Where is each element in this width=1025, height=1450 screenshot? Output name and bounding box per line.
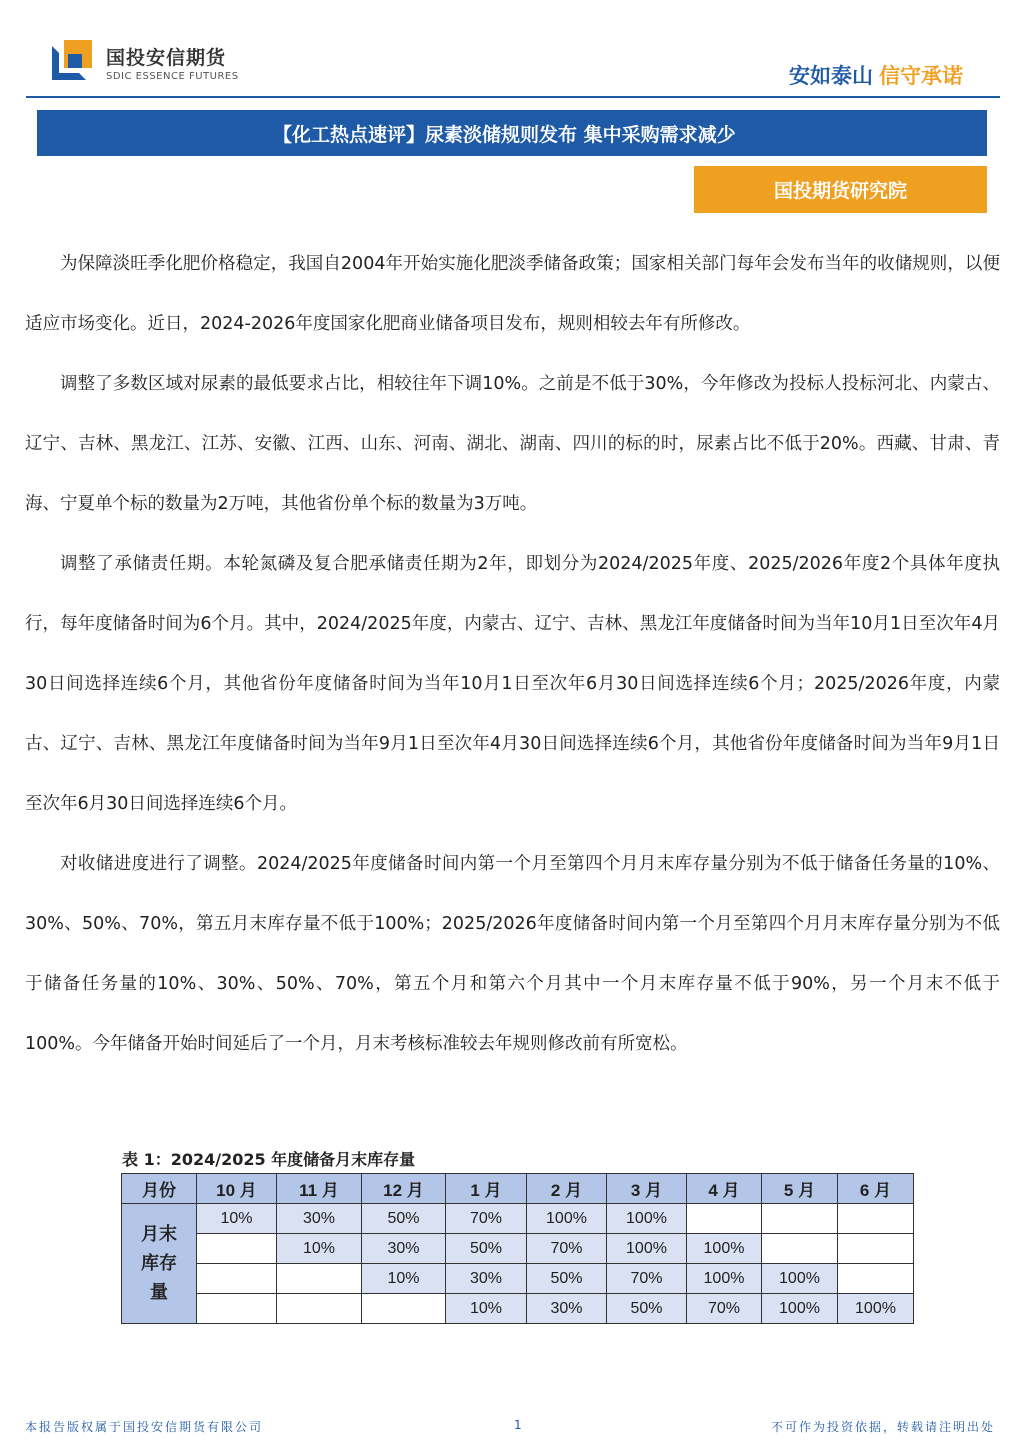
table-cell: 100% [607,1234,687,1264]
table-cell: 70% [687,1294,762,1324]
table-header-cell: 4 月 [687,1174,762,1204]
table-cell [362,1294,446,1324]
table-header-cell: 2 月 [527,1174,607,1204]
footer-disclaimer: 不可作为投资依据，转载请注明出处 [770,1420,995,1434]
footer-copyright: 本报告版权属于国投安信期货有限公司 [25,1420,264,1434]
table-cell [838,1264,914,1294]
table-cell: 50% [527,1264,607,1294]
table-cell: 100% [527,1204,607,1234]
table-cell: 10% [197,1204,277,1234]
report-body [25,234,1000,1074]
table-cell: 30% [362,1234,446,1264]
table-cell [762,1234,838,1264]
header-divider [26,96,1000,98]
table-header-cell: 5 月 [762,1174,838,1204]
table-cell: 10% [446,1294,527,1324]
slogan-part2: 信守承诺 [879,64,963,88]
logo-mark-icon [52,40,96,84]
table-cell: 70% [527,1234,607,1264]
table-cell: 30% [277,1204,362,1234]
table-cell: 100% [687,1264,762,1294]
table-header-cell: 12 月 [362,1174,446,1204]
table-caption: 表 1：2024/2025 年度储备月末库存量 [122,1150,416,1169]
org-banner [694,166,987,213]
table-cell [197,1264,277,1294]
page-footer [0,1410,1025,1440]
table-cell [277,1294,362,1324]
title-banner [37,110,987,156]
table-cell [197,1294,277,1324]
table-cell: 50% [446,1234,527,1264]
table-cell [687,1204,762,1234]
row-label-cell [122,1204,197,1324]
company-logo [52,40,239,84]
table-header-cell: 10 月 [197,1174,277,1204]
table-cell: 100% [762,1264,838,1294]
table-cell [277,1264,362,1294]
table-cell: 30% [446,1264,527,1294]
paragraph: 调整了承储责任期。本轮氮磷及复合肥承储责任期为2年，即划分为2024/2025年度、2025/2026年度2个具体年度执行，每年度储备时间为6个月。其中，2024/2025年度，内蒙古、辽宁、吉林、黑龙江年度储备时间为当年10月1日至次年4月30日间选择连续6个月，其他省份年度储备时间为当年10月1日至次年6月30日间选择连续6个月；2025/2026年度，内蒙古、辽宁、吉林、黑龙江年度储备时间为当年9月1日至次年4月30日间选择连续6个月，其他省份年度储备时间为当年9月1日至次年6月30日间选择连续6个月。 [25,554,1000,814]
table-header-cell: 11 月 [277,1174,362,1204]
paragraph: 调整了多数区域对尿素的最低要求占比，相较往年下调10%。之前是不低于30%，今年修改为投标人投标河北、内蒙古、辽宁、吉林、黑龙江、江苏、安徽、江西、山东、河南、湖北、湖南、四川的标的时，尿素占比不低于20%。西藏、甘肃、青海、宁夏单个标的数量为2万吨，其他省份单个标的数量为3万吨。 [25,374,1000,514]
table-cell: 100% [607,1204,687,1234]
table-header-cell: 6 月 [838,1174,914,1204]
table-cell: 10% [277,1234,362,1264]
table-cell: 100% [687,1234,762,1264]
table-cell: 100% [762,1294,838,1324]
table-cell: 100% [838,1294,914,1324]
table-header-row [122,1174,914,1204]
table-cell [838,1234,914,1264]
table-header-cell: 1 月 [446,1174,527,1204]
table-cell: 70% [446,1204,527,1234]
page-header [0,0,1025,100]
table-header-cell: 月份 [122,1174,197,1204]
table-cell: 30% [527,1294,607,1324]
table-header-cell: 3 月 [607,1174,687,1204]
table-row [122,1294,914,1324]
table-cell: 70% [607,1264,687,1294]
org-name: 国投期货研究院 [773,180,907,202]
table-cell [197,1234,277,1264]
slogan-part1: 安如泰山 [789,64,873,88]
table-cell [838,1204,914,1234]
logo-chinese-name: 国投安信期货 [106,46,227,69]
paragraph: 对收储进度进行了调整。2024/2025年度储备时间内第一个月至第四个月月末库存量分别为不低于储备任务量的10%、30%、50%、70%，第五月末库存量不低于100%；2025/2026年度储备时间内第一个月至第四个月月末库存量分别为不低于储备任务量的10%、30%、50%、70%，第五个月和第六个月其中一个月末库存量不低于90%，另一个月末不低于100%。今年储备开始时间延后了一个月，月末考核标准较去年规则修改前有所宽松。 [25,854,1000,1054]
table-row [122,1204,914,1234]
table-cell: 50% [607,1294,687,1324]
paragraph: 为保障淡旺季化肥价格稳定，我国自2004年开始实施化肥淡季储备政策；国家相关部门每年会发布当年的收储规则，以便适应市场变化。近日，2024-2026年度国家化肥商业储备项目发布，规则相较去年有所修改。 [25,254,1000,334]
logo-english-name: SDIC ESSENCE FUTURES [106,70,239,82]
table-cell [762,1204,838,1234]
table-cell: 50% [362,1204,446,1234]
page-number: 1 [514,1418,522,1432]
inventory-table [121,1173,914,1324]
table-cell: 10% [362,1264,446,1294]
row-label: 月末库存量 [141,1224,177,1302]
table-row [122,1264,914,1294]
slogan [789,60,963,90]
report-title: 【化工热点速评】尿素淡储规则发布 集中采购需求减少 [273,123,736,146]
table-row [122,1234,914,1264]
